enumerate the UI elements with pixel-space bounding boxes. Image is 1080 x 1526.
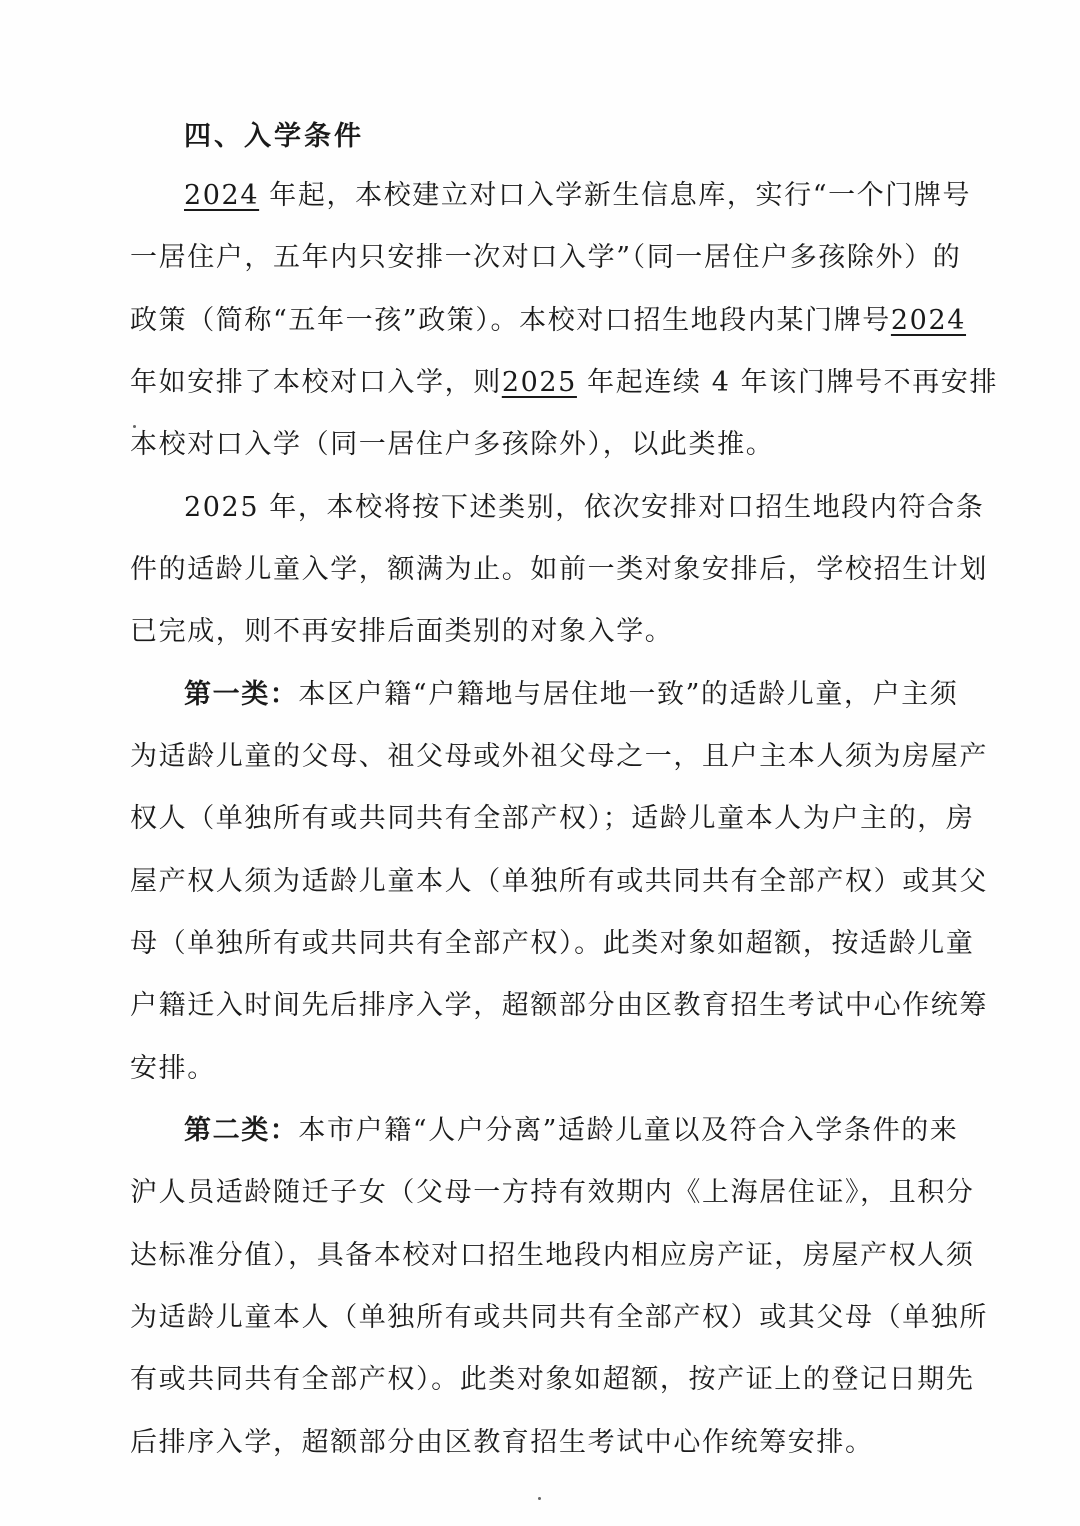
category-2-line-2 <box>130 1173 975 1213</box>
paragraph-1-line-3 <box>130 301 966 341</box>
category-2-line-5 <box>130 1360 975 1400</box>
paragraph-1-line-1 <box>184 176 971 216</box>
category-2-line-4 <box>130 1298 988 1338</box>
text-run: 政策（简称“五年一孩”政策）。本校对口招生地段内某门牌号 <box>130 305 891 336</box>
paragraph-1-line-4 <box>130 363 998 403</box>
category-1-line-3 <box>130 799 975 839</box>
category-1-label: 第一类： <box>184 679 299 710</box>
text-run: 为适龄儿童的父母、祖父母或外祖父母之一，且户主本人须为房屋产 <box>130 741 988 772</box>
category-1-line-5 <box>130 924 975 964</box>
paragraph-1-line-5 <box>130 425 774 465</box>
text-run: 安排。 <box>130 1053 216 1084</box>
text-run: 本市户籍“人户分离”适龄儿童以及符合入学条件的来 <box>298 1115 959 1146</box>
text-run: 后排序入学，超额部分由区教育招生考试中心作统筹安排。 <box>130 1427 874 1458</box>
text-run: 一居住户，五年内只安排一次对口入学”（同一居住户多孩除外）的 <box>130 242 962 273</box>
paragraph-2-line-1 <box>184 488 984 528</box>
text-run: 权人（单独所有或共同共有全部产权）；适龄儿童本人为户主的，房 <box>130 803 975 834</box>
scan-speck <box>133 425 136 428</box>
text-run: 本区户籍“户籍地与居住地一致”的适龄儿童，户主须 <box>298 679 959 710</box>
text-run: 屋产权人须为适龄儿童本人（单独所有或共同共有全部产权）或其父 <box>130 866 988 897</box>
category-2-line-3 <box>130 1236 975 1276</box>
text-run: 年如安排了本校对口入学，则 <box>130 367 502 398</box>
text-run: 已完成，则不再安排后面类别的对象入学。 <box>130 616 674 647</box>
text-run: 2025 年，本校将按下述类别，依次安排对口招生地段内符合条 <box>184 492 985 523</box>
paragraph-1-line-2 <box>130 238 961 278</box>
text-run: 年起，本校建立对口入学新生信息库，实行“一个门牌号 <box>259 180 972 211</box>
section-heading: 四、入学条件 <box>184 121 364 152</box>
text-run: 为适龄儿童本人（单独所有或共同共有全部产权）或其父母（单独所 <box>130 1302 988 1333</box>
category-1-line-1 <box>184 675 958 715</box>
text-run: 年起连续 4 年该门牌号不再安排 <box>576 367 999 398</box>
underlined-year-2024: 2024 <box>184 180 260 211</box>
text-run: 沪人员适龄随迁子女（父母一方持有效期内《上海居住证》，且积分 <box>130 1177 975 1208</box>
underlined-year-2025: 2025 <box>501 367 577 398</box>
text-run: 户籍迁入时间先后排序入学，超额部分由区教育招生考试中心作统筹 <box>130 990 988 1021</box>
text-run: 有或共同共有全部产权）。此类对象如超额，按产证上的登记日期先 <box>130 1364 975 1395</box>
category-1-line-7 <box>130 1049 216 1089</box>
category-1-line-2 <box>130 737 988 777</box>
paragraph-2-line-2 <box>130 550 988 590</box>
text-run: 件的适龄儿童入学，额满为止。如前一类对象安排后，学校招生计划 <box>130 554 988 585</box>
text-run: 达标准分值），具备本校对口招生地段内相应房产证，房屋产权人须 <box>130 1240 975 1271</box>
category-2-label: 第二类： <box>184 1115 299 1146</box>
underlined-year-2024-b: 2024 <box>890 305 967 336</box>
text-run: 母（单独所有或共同共有全部产权）。此类对象如超额，按适龄儿童 <box>130 928 975 959</box>
category-2-line-1 <box>184 1111 958 1151</box>
category-1-line-4 <box>130 862 988 902</box>
scan-speck <box>538 1497 541 1500</box>
text-run: 本校对口入学（同一居住户多孩除外），以此类推。 <box>130 429 775 460</box>
category-1-line-6 <box>130 986 988 1026</box>
paragraph-2-line-3 <box>130 612 673 652</box>
category-2-line-6 <box>130 1423 874 1463</box>
